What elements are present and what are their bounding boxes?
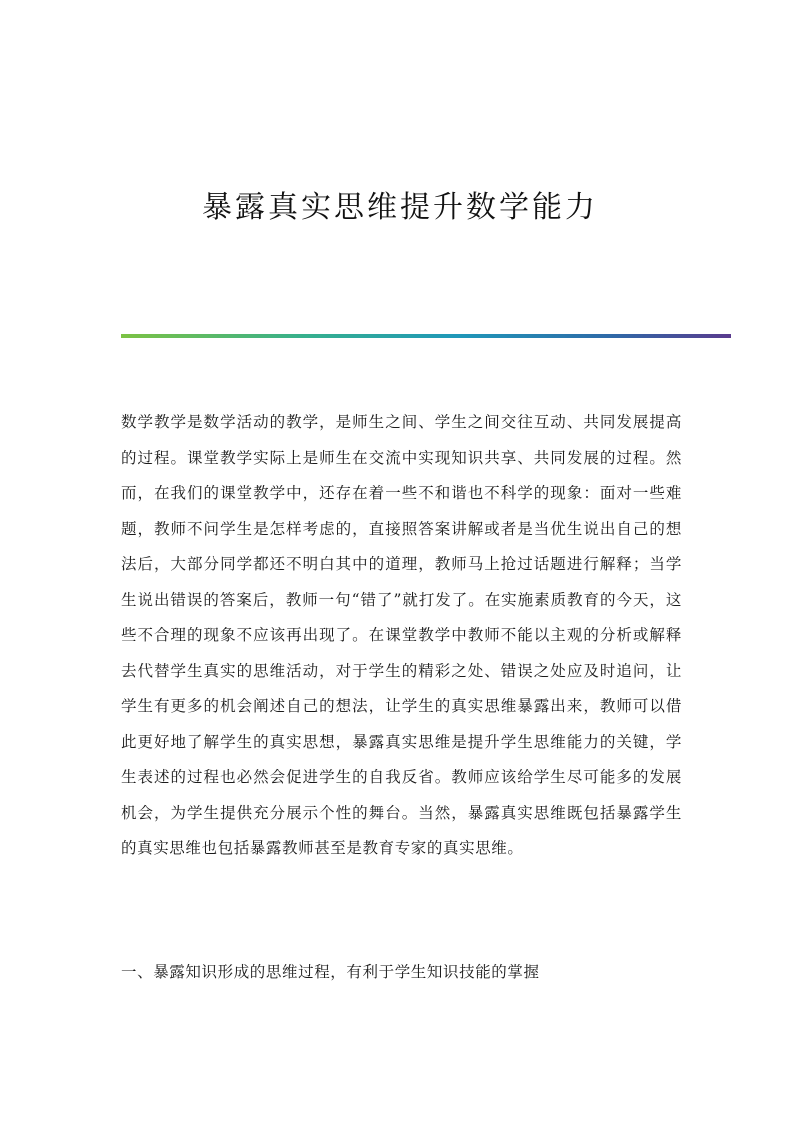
section-heading: 一、暴露知识形成的思维过程，有利于学生知识技能的掌握 [121,963,540,981]
title-divider [121,334,731,338]
body-paragraph: 数学教学是数学活动的教学，是师生之间、学生之间交往互动、共同发展提高的过程。课堂教学实际上是师生在交流中实现知识共享、共同发展的过程。然而，在我们的课堂教学中，还存在着一些不和谐也不科学的现象：面对一些难题，教师不问学生是怎样考虑的，直接照答案讲解或者是当优生说出自己的想法后，大部分同学都还不明白其中的道理，教师马上抢过话题进行解释；当学生说出错误的答案后，教师一句“错了”就打发了。在实施素质教育的今天，这些不合理的现象不应该再出现了。在课堂教学中教师不能以主观的分析或解释去代替学生真实的思维活动，对于学生的精彩之处、错误之处应及时追问，让学生有更多的机会阐述自己的想法，让学生的真实思维暴露出来，教师可以借此更好地了解学生的真实思想，暴露真实思维是提升学生思维能力的关键，学生表述的过程也必然会促进学生的自我反省。教师应该给学生尽可能多的发展机会，为学生提供充分展示个性的舞台。当然，暴露真实思维既包括暴露学生的真实思维也包括暴露教师甚至是教育专家的真实思维。 [121,413,682,857]
document-title: 暴露真实思维提升数学能力 [202,190,598,225]
